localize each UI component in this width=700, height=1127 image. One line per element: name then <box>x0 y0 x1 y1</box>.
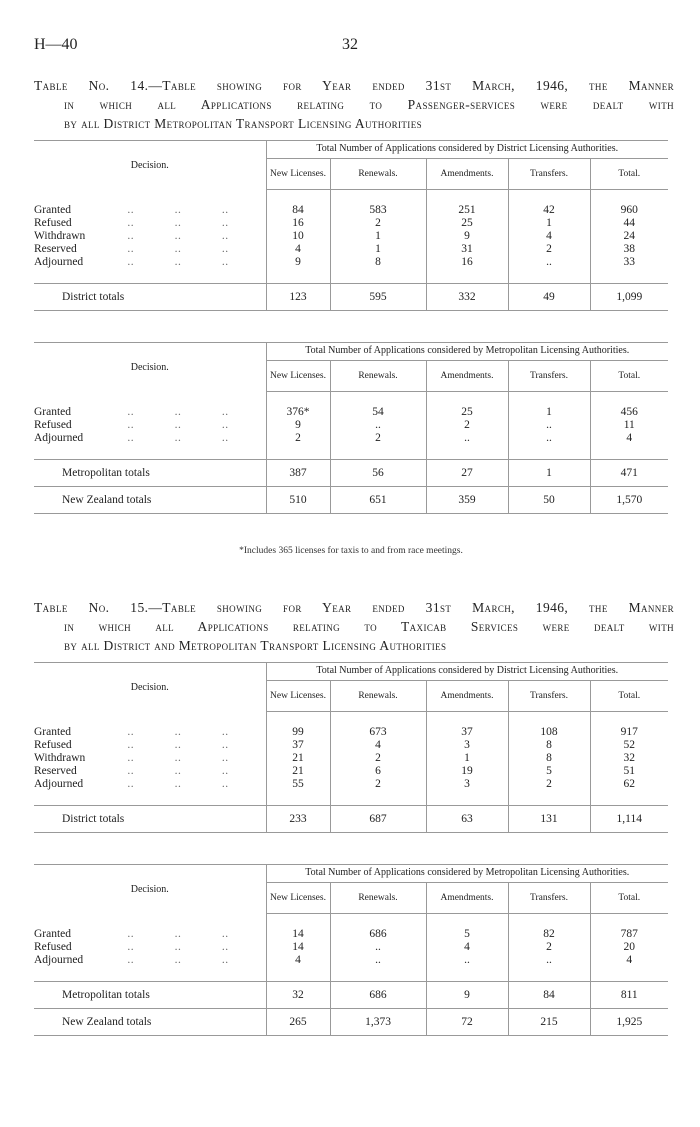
totals-label <box>34 487 266 514</box>
row-label <box>34 752 266 765</box>
row-label <box>34 217 266 230</box>
total-amendments: 72 <box>426 1009 508 1036</box>
table-row <box>34 256 668 269</box>
total-new-licenses: 265 <box>266 1009 330 1036</box>
decision-header: Decision. <box>34 663 266 712</box>
cell-renewals: 2 <box>330 752 426 765</box>
decision-header: Decision. <box>34 343 266 392</box>
cell-total: 52 <box>623 739 635 751</box>
cell-amendments: 1 <box>426 752 508 765</box>
cell-renewals: .. <box>330 941 426 954</box>
cell-renewals: 4 <box>330 739 426 752</box>
leader-dots: .. .. .. <box>124 406 229 418</box>
cell-amendments: .. <box>426 954 508 967</box>
table-14-footnote: *Includes 365 licenses for taxis to and from race meetings. <box>239 546 463 556</box>
table-row <box>34 406 668 419</box>
cell-new-licenses: 99 <box>266 726 330 739</box>
decision-header: Decision. <box>34 141 266 190</box>
cell-renewals: 1 <box>330 230 426 243</box>
group-header: Total Number of Applications considered by Metropolitan Licensing Authorities. <box>266 865 668 883</box>
column-header-new-licenses: New Licenses. <box>266 361 330 392</box>
row-label <box>34 928 266 941</box>
column-header-new-licenses: New Licenses. <box>266 159 330 190</box>
cell-transfers: 4 <box>508 230 590 243</box>
table-14-title-line-1: Table No. 14.—Table showing for Year ended 31st March, 1946, the Manner <box>34 78 674 93</box>
cell-new-licenses: 55 <box>266 778 330 791</box>
row-label <box>34 204 266 217</box>
decision-header: Decision. <box>34 865 266 914</box>
leader-dots: .. .. .. <box>124 217 229 229</box>
totals-label-text: Metropolitan totals <box>62 466 150 479</box>
column-header-transfers: Transfers. <box>508 361 590 392</box>
cell-amendments: 25 <box>426 217 508 230</box>
cell-total: 917 <box>620 726 638 738</box>
row-label <box>34 941 266 954</box>
total-renewals: 56 <box>330 460 426 487</box>
totals-label-text: Metropolitan totals <box>62 988 150 1001</box>
cell-total: 44 <box>623 217 635 229</box>
table-row <box>34 778 668 791</box>
leader-dots: .. .. .. <box>124 941 229 953</box>
totals-row <box>34 284 668 311</box>
leader-dots: .. .. .. <box>124 256 229 268</box>
cell-new-licenses: 16 <box>266 217 330 230</box>
column-header-transfers: Transfers. <box>508 681 590 712</box>
total-total: 1,570 <box>590 487 668 514</box>
total-new-licenses: 510 <box>266 487 330 514</box>
total-amendments: 63 <box>426 806 508 833</box>
cell-renewals: 673 <box>330 726 426 739</box>
row-label <box>34 726 266 739</box>
row-label-text: Adjourned <box>34 432 84 444</box>
row-label-text: Refused <box>34 941 72 953</box>
totals-row <box>34 806 668 833</box>
row-label-text: Refused <box>34 419 72 431</box>
cell-new-licenses: 376* <box>266 406 330 419</box>
cell-new-licenses: 37 <box>266 739 330 752</box>
row-label <box>34 765 266 778</box>
total-total: 1,925 <box>590 1009 668 1036</box>
cell-amendments: 251 <box>426 204 508 217</box>
column-header-new-licenses: New Licenses. <box>266 883 330 914</box>
cell-total: 4 <box>626 954 633 966</box>
cell-total: 32 <box>623 752 635 764</box>
cell-renewals: 2 <box>330 778 426 791</box>
cell-amendments: .. <box>426 432 508 445</box>
cell-amendments: 9 <box>426 230 508 243</box>
total-total: 811 <box>590 982 668 1009</box>
table-15-title-line-1: Table No. 15.—Table showing for Year ended 31st March, 1946, the Manner <box>34 600 674 615</box>
table-14-title-line-2: in which all Applications relating to Passenger-services were dealt with <box>64 97 674 112</box>
row-label-text: Refused <box>34 217 72 229</box>
totals-label <box>34 1009 266 1036</box>
cell-total: 51 <box>623 765 635 777</box>
cell-renewals: 1 <box>330 243 426 256</box>
table-row <box>34 765 668 778</box>
total-amendments: 27 <box>426 460 508 487</box>
row-label <box>34 432 266 445</box>
totals-label-text: New Zealand totals <box>62 1015 152 1028</box>
leader-dots: .. .. .. <box>124 419 229 431</box>
cell-amendments: 31 <box>426 243 508 256</box>
cell-renewals: 2 <box>330 217 426 230</box>
column-header-amendments: Amendments. <box>426 883 508 914</box>
cell-transfers: 5 <box>508 765 590 778</box>
table-14-district <box>34 140 668 311</box>
cell-transfers: 2 <box>508 778 590 791</box>
table-row <box>34 230 668 243</box>
total-amendments: 359 <box>426 487 508 514</box>
column-header-renewals: Renewals. <box>330 883 426 914</box>
row-label-text: Adjourned <box>34 778 84 790</box>
total-renewals: 686 <box>330 982 426 1009</box>
leader-dots: .. .. .. <box>124 778 229 790</box>
cell-renewals: 686 <box>330 928 426 941</box>
total-renewals: 595 <box>330 284 426 311</box>
total-new-licenses: 32 <box>266 982 330 1009</box>
total-total: 1,099 <box>590 284 668 311</box>
leader-dots: .. .. .. <box>124 752 229 764</box>
cell-total: 33 <box>623 256 635 268</box>
cell-amendments: 3 <box>426 778 508 791</box>
table-15-title-line-2: in which all Applications relating to Taxicab Services were dealt with <box>64 619 674 634</box>
totals-label <box>34 460 266 487</box>
row-label <box>34 256 266 269</box>
total-transfers: 84 <box>508 982 590 1009</box>
total-total: 1,114 <box>590 806 668 833</box>
total-renewals: 1,373 <box>330 1009 426 1036</box>
cell-renewals: 54 <box>330 406 426 419</box>
leader-dots: .. .. .. <box>124 739 229 751</box>
cell-transfers: .. <box>508 256 590 269</box>
cell-total: 20 <box>623 941 635 953</box>
page-number: 32 <box>342 36 358 53</box>
totals-row <box>34 982 668 1009</box>
cell-renewals: 2 <box>330 432 426 445</box>
cell-transfers: 1 <box>508 406 590 419</box>
total-amendments: 332 <box>426 284 508 311</box>
cell-transfers: 82 <box>508 928 590 941</box>
table-row <box>34 217 668 230</box>
total-total: 471 <box>590 460 668 487</box>
table-row <box>34 726 668 739</box>
row-label-text: Granted <box>34 726 72 738</box>
cell-total: 62 <box>623 778 635 790</box>
cell-renewals: 583 <box>330 204 426 217</box>
leader-dots: .. .. .. <box>124 765 229 777</box>
cell-total: 4 <box>626 432 633 444</box>
totals-label <box>34 982 266 1009</box>
table-15-district <box>34 662 668 833</box>
totals-row <box>34 1009 668 1036</box>
table-15-title <box>34 598 674 655</box>
table-row <box>34 954 668 967</box>
leader-dots: .. .. .. <box>124 230 229 242</box>
cell-amendments: 3 <box>426 739 508 752</box>
cell-renewals: 6 <box>330 765 426 778</box>
column-header-transfers: Transfers. <box>508 883 590 914</box>
row-label-text: Refused <box>34 739 72 751</box>
column-header-renewals: Renewals. <box>330 159 426 190</box>
cell-amendments: 2 <box>426 419 508 432</box>
column-header-renewals: Renewals. <box>330 361 426 392</box>
cell-new-licenses: 9 <box>266 256 330 269</box>
leader-dots: .. .. .. <box>124 243 229 255</box>
cell-total: 38 <box>623 243 635 255</box>
total-transfers: 49 <box>508 284 590 311</box>
row-label-text: Withdrawn <box>34 752 86 764</box>
column-header-transfers: Transfers. <box>508 159 590 190</box>
cell-total: 787 <box>620 928 638 940</box>
cell-transfers: 42 <box>508 204 590 217</box>
table-15-title-line-3: by all District and Metropolitan Transport Licensing Authorities <box>64 638 447 653</box>
cell-amendments: 25 <box>426 406 508 419</box>
cell-amendments: 4 <box>426 941 508 954</box>
cell-new-licenses: 14 <box>266 928 330 941</box>
column-header-renewals: Renewals. <box>330 681 426 712</box>
row-label-text: Granted <box>34 406 72 418</box>
table-row <box>34 928 668 941</box>
row-label <box>34 230 266 243</box>
cell-transfers: 108 <box>508 726 590 739</box>
row-label-text: Adjourned <box>34 256 84 268</box>
table-row <box>34 204 668 217</box>
group-header: Total Number of Applications considered by District Licensing Authorities. <box>266 141 668 159</box>
totals-label <box>34 284 266 311</box>
row-label-text: Reserved <box>34 243 77 255</box>
totals-label-text: District totals <box>62 290 125 303</box>
column-header-total: Total. <box>590 159 668 190</box>
table-row <box>34 739 668 752</box>
column-header-total: Total. <box>590 361 668 392</box>
cell-renewals: 8 <box>330 256 426 269</box>
document-reference: H—40 <box>34 36 78 53</box>
total-transfers: 50 <box>508 487 590 514</box>
total-transfers: 1 <box>508 460 590 487</box>
cell-amendments: 19 <box>426 765 508 778</box>
leader-dots: .. .. .. <box>124 204 229 216</box>
cell-new-licenses: 84 <box>266 204 330 217</box>
total-renewals: 651 <box>330 487 426 514</box>
row-label <box>34 406 266 419</box>
row-label-text: Adjourned <box>34 954 84 966</box>
cell-transfers: .. <box>508 954 590 967</box>
cell-transfers: 8 <box>508 752 590 765</box>
totals-label <box>34 806 266 833</box>
totals-row <box>34 460 668 487</box>
cell-new-licenses: 2 <box>266 432 330 445</box>
cell-transfers: .. <box>508 419 590 432</box>
column-header-amendments: Amendments. <box>426 361 508 392</box>
total-new-licenses: 387 <box>266 460 330 487</box>
table-row <box>34 941 668 954</box>
table-row <box>34 432 668 445</box>
column-header-total: Total. <box>590 883 668 914</box>
row-label-text: Granted <box>34 204 72 216</box>
total-transfers: 215 <box>508 1009 590 1036</box>
table-14-title-line-3: by all District Metropolitan Transport Licensing Authorities <box>64 116 422 131</box>
cell-renewals: .. <box>330 419 426 432</box>
total-transfers: 131 <box>508 806 590 833</box>
row-label <box>34 778 266 791</box>
total-new-licenses: 123 <box>266 284 330 311</box>
totals-row <box>34 487 668 514</box>
row-label <box>34 739 266 752</box>
table-row <box>34 419 668 432</box>
cell-transfers: 2 <box>508 941 590 954</box>
cell-new-licenses: 21 <box>266 752 330 765</box>
total-new-licenses: 233 <box>266 806 330 833</box>
cell-transfers: .. <box>508 432 590 445</box>
leader-dots: .. .. .. <box>124 726 229 738</box>
cell-new-licenses: 14 <box>266 941 330 954</box>
leader-dots: .. .. .. <box>124 928 229 940</box>
cell-amendments: 37 <box>426 726 508 739</box>
cell-total: 11 <box>623 419 635 431</box>
cell-transfers: 8 <box>508 739 590 752</box>
column-header-amendments: Amendments. <box>426 681 508 712</box>
page-header <box>34 36 674 56</box>
row-label <box>34 419 266 432</box>
table-15-metropolitan <box>34 864 668 1036</box>
cell-amendments: 16 <box>426 256 508 269</box>
cell-new-licenses: 21 <box>266 765 330 778</box>
cell-transfers: 2 <box>508 243 590 256</box>
table-14-title <box>34 76 674 133</box>
totals-label-text: New Zealand totals <box>62 493 152 506</box>
cell-new-licenses: 4 <box>266 954 330 967</box>
table-row <box>34 243 668 256</box>
column-header-new-licenses: New Licenses. <box>266 681 330 712</box>
leader-dots: .. .. .. <box>124 954 229 966</box>
cell-total: 456 <box>620 406 638 418</box>
table-14-metropolitan <box>34 342 668 514</box>
total-amendments: 9 <box>426 982 508 1009</box>
cell-renewals: .. <box>330 954 426 967</box>
row-label-text: Reserved <box>34 765 77 777</box>
cell-new-licenses: 9 <box>266 419 330 432</box>
row-label <box>34 243 266 256</box>
group-header: Total Number of Applications considered by Metropolitan Licensing Authorities. <box>266 343 668 361</box>
row-label-text: Granted <box>34 928 72 940</box>
row-label <box>34 954 266 967</box>
cell-transfers: 1 <box>508 217 590 230</box>
totals-label-text: District totals <box>62 812 125 825</box>
row-label-text: Withdrawn <box>34 230 86 242</box>
column-header-amendments: Amendments. <box>426 159 508 190</box>
group-header: Total Number of Applications considered by District Licensing Authorities. <box>266 663 668 681</box>
cell-new-licenses: 4 <box>266 243 330 256</box>
cell-new-licenses: 10 <box>266 230 330 243</box>
cell-amendments: 5 <box>426 928 508 941</box>
cell-total: 960 <box>620 204 638 216</box>
total-renewals: 687 <box>330 806 426 833</box>
table-row <box>34 752 668 765</box>
cell-total: 24 <box>623 230 635 242</box>
leader-dots: .. .. .. <box>124 432 229 444</box>
column-header-total: Total. <box>590 681 668 712</box>
